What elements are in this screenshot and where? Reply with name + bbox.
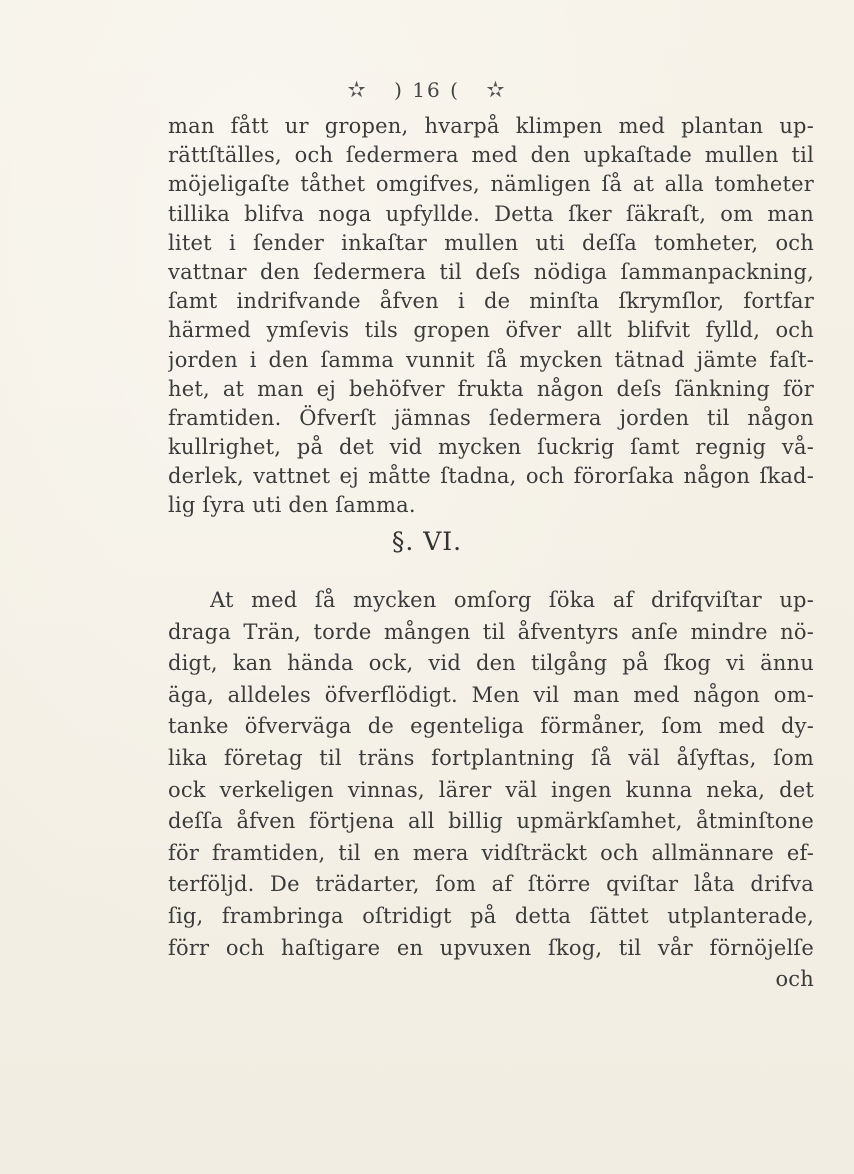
section-heading: §. VI. (391, 527, 463, 556)
text-line: tillika blifva noga upfyllde. Detta ſker ſäkraſt, om man (168, 201, 814, 226)
text-line: förr och haſtigare en upvuxen ſkog, til vår förnöjelſe (168, 935, 814, 960)
text-line: terföljd. De trädarter, ſom af ſtörre qviſtar låta drifva (168, 872, 814, 897)
text-line: lig ſyra uti den ſamma. (168, 493, 416, 518)
text-line: digt, kan hända ock, vid den tilgång på ſkog vi ännu (168, 651, 814, 676)
text-line: het, at man ej behöfver frukta någon deſs ſänkning för (168, 376, 814, 401)
text-line: jorden i den ſamma vunnit ſå mycken tätnad jämte faſt- (168, 347, 814, 372)
text-line: möjeligaſte tåthet omgifves, nämligen ſå at alla tomheter (168, 172, 814, 197)
text-line: deſſa åfven förtjena all billig upmärkſamhet, åtminſtone (168, 809, 814, 834)
text-line: vattnar den ſedermera til deſs nödiga ſammanpackning, (168, 259, 814, 284)
star-ornament-icon: ✫ (486, 78, 507, 103)
text-line: kullrighet, på det vid mycken ſuckrig ſamt regnig vå- (168, 435, 814, 460)
paragraph-continued (168, 112, 814, 521)
text-line: man fått ur gropen, hvarpå klimpen med plantan up- (168, 114, 814, 138)
text-line: framtiden. Öfverſt jämnas ſedermera jorden til någon (168, 405, 814, 430)
text-line: för framtiden, til en mera vidſträckt och allmännare ef- (168, 840, 814, 865)
catchword: och (775, 967, 814, 992)
text-line: lika företag til träns fortplantning ſå väl åſyftas, ſom (168, 745, 814, 770)
page-number: ) 16 ( (394, 78, 460, 102)
text-line: härmed ymſevis tils gropen öfver allt blifvit fylld, och (168, 318, 814, 343)
text-line: draga Trän, torde mången til åfventyrs anſe mindre nö- (168, 619, 814, 644)
text-line: At med ſå mycken omſorg ſöka af drifqviſtar up- (210, 588, 814, 612)
text-line: ſamt indrifvande åfven i de minſta ſkrymſlor, fortfar (168, 289, 814, 314)
text-line: litet i ſender inkaſtar mullen uti deſſa tomheter, och (168, 230, 814, 255)
paragraph-section-vi (168, 585, 814, 996)
text-line: äga, alldeles öfverflödigt. Men vil man med någon om- (168, 682, 814, 707)
text-line: derlek, vattnet ej måtte ſtadna, och förorſaka någon ſkad- (168, 464, 814, 489)
text-line: ock verkeligen vinnas, lärer väl ingen kunna neka, det (168, 777, 814, 802)
text-line: tanke öfverväga de egenteliga förmåner, ſom med dy- (168, 714, 814, 739)
text-line: ſig, frambringa oſtridigt på detta ſättet utplanterade, (168, 903, 814, 928)
running-head (0, 78, 854, 103)
star-ornament-icon: ✫ (347, 78, 368, 103)
text-line: rättſtälles, och ſedermera med den upkaſtade mullen til (168, 143, 814, 168)
